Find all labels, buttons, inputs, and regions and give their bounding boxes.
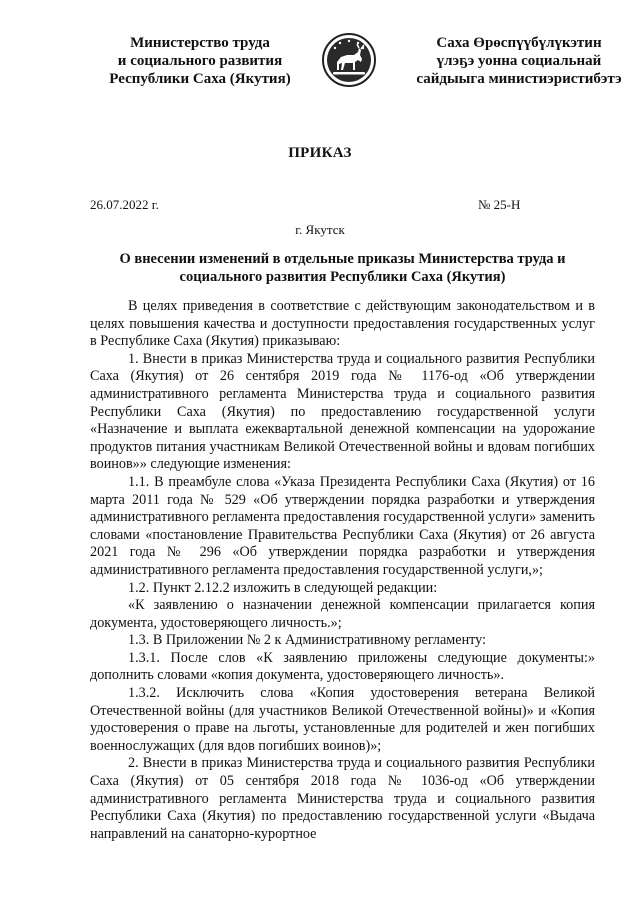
body-paragraph: 2. Внести в приказ Министерства труда и социального развития Республики Саха (Якутия) от 05 сентября 2018 года № 1036-од «Об утверждении административного регламента Министерства труда и социального развития Республики Саха (Якутия) по предоставлению государственной услуги «Выдача направлений на санаторно-курортное xyxy=(90,755,595,842)
document-number: № 25-Н xyxy=(478,197,521,212)
document-type: ПРИКАЗ xyxy=(288,145,352,161)
emblem-icon xyxy=(321,32,377,88)
ministry-name-line: Министерство труда xyxy=(130,35,270,51)
body-paragraph: 1.3. В Приложении № 2 к Административному регламенту: xyxy=(128,632,487,649)
ministry-name-line: сайдыыга министиэристибэтэ xyxy=(416,71,622,87)
document-date: 26.07.2022 г. xyxy=(90,197,159,212)
ministry-name-line: Республики Саха (Якутия) xyxy=(109,71,291,87)
ministry-name-line: үлэҕэ уонна социальнай xyxy=(436,53,602,69)
ministry-name-line: Саха Өрөспүүбүлүкэтин xyxy=(436,35,602,51)
body-paragraph: В целях приведения в соответствие с действующим законодательством и в целях повышения качества и доступности предоставления государственных услуг в Республике Саха (Якутия) приказываю: xyxy=(90,298,595,350)
body-paragraph: 1.3.1. После слов «К заявлению приложены следующие документы:» дополнить словами «копия документа, удостоверяющего личность». xyxy=(90,649,595,684)
body-paragraph: 1.1. В преамбуле слова «Указа Президента Республики Саха (Якутия) от 16 марта 2011 года № 529 «Об утверждении порядка разработки и утверждения административного регламента предоставления государственной услуги» заменить словами «постановление Правительства Республики Саха (Якутия) от 26 августа 2021 года № 296 «Об утверждении порядка разработки и утверждения административного регламента предоставления государственной услуги,»; xyxy=(90,473,595,578)
ministry-name-line: и социального развития xyxy=(117,53,283,69)
body-paragraph: 1.2. Пункт 2.12.2 изложить в следующей редакции: xyxy=(128,579,438,596)
document-subject: О внесении изменений в отдельные приказы Министерства труда и социального развития Республики Саха (Якутия) xyxy=(119,251,566,285)
ministry-name-russian xyxy=(80,34,320,88)
body-paragraph: 1.3.2. Исключить слова «Копия удостоверения ветерана Великой Отечественной войны (для участников Великой Отечественной войны)» и «Копия удостоверения о праве на льготы, установленные для родителей и жен погибших военнослужащих (для вдов погибших воинов)»; xyxy=(90,685,595,754)
ministry-name-yakut xyxy=(404,34,634,88)
document-city: г. Якутск xyxy=(295,222,345,237)
document-body xyxy=(90,298,595,843)
body-paragraph: 1. Внести в приказ Министерства труда и социального развития Республики Саха (Якутия) от 26 сентября 2019 года № 1176-од «Об утверждении административного регламента Министерства труда и социального развития Республики Саха (Якутия) по предоставлению государственной услуги «Назначение и выплата ежеквартальной денежной компенсации на удорожание продуктов питания участникам Великой Отечественной войны и вдовам погибших воинов»» следующие изменения: xyxy=(90,350,595,473)
body-paragraph: «К заявлению о назначении денежной компенсации прилагается копия документа, удостоверяющего личность.»; xyxy=(90,597,595,631)
